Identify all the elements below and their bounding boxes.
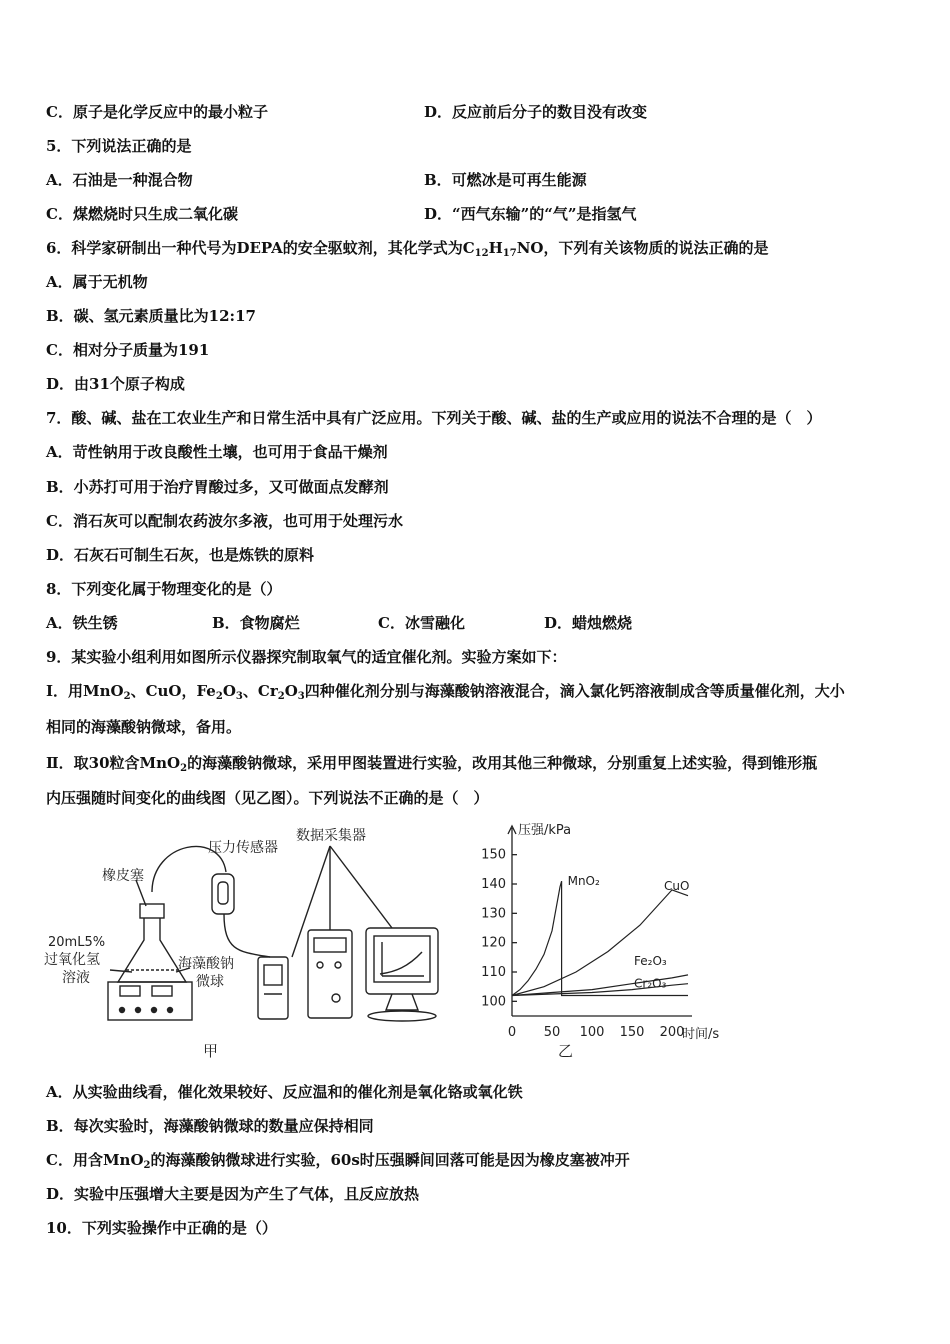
- q8-stem: 8．下列变化属于物理变化的是（）: [46, 580, 282, 598]
- stirrer-button-1: [119, 1007, 125, 1013]
- q9-step1-text-f: 四种催化剂分别与海藻酸钠溶液混合，滴入氯化钙溶液制成含等质量催化剂，大小: [304, 682, 845, 700]
- q9-step2-text-a: Ⅱ．取30粒含MnO: [46, 754, 181, 772]
- label-h2o2-line3: 溶液: [62, 970, 90, 986]
- x-tick-label: 200: [659, 1025, 685, 1040]
- data-device-screen: [264, 965, 282, 985]
- data-device-small: [258, 957, 288, 1019]
- q9-option-c-text-a: C．用含MnO: [46, 1151, 144, 1169]
- q5-option-d: D．“西气东输”的“气”是指氢气: [424, 205, 637, 223]
- q8-options-row: [46, 613, 632, 633]
- q9-step2: [46, 753, 817, 773]
- q9-option-d: D．实验中压强增大主要是因为产生了气体，且反应放热: [46, 1185, 420, 1203]
- q10-stem: 10．下列实验操作中正确的是（）: [46, 1219, 277, 1237]
- q9-step2-line2: 内压强随时间变化的曲线图（见乙图）。下列说法不正确的是（ ）: [46, 789, 489, 807]
- q5-option-c: C．煤燃烧时只生成二氧化碳: [46, 205, 238, 223]
- q5-option-b: B．可燃冰是可再生能源: [424, 171, 587, 189]
- q9-sub-2d: 2: [180, 763, 188, 774]
- q6-stem-h: H: [488, 239, 503, 257]
- monitor-base: [368, 1011, 436, 1021]
- stirrer-dial-2: [152, 986, 172, 996]
- q9-option-a: A．从实验曲线看，催化效果较好、反应温和的催化剂是氧化铬或氧化铁: [46, 1083, 523, 1101]
- y-tick-label: 120: [481, 935, 506, 951]
- q9-sub-3a: 3: [235, 691, 243, 702]
- stirrer-button-2: [135, 1007, 141, 1013]
- q7-option-b: B．小苏打可用于治疗胃酸过多，又可做面点发酵剂: [46, 478, 389, 496]
- q8-option-d: D．蜡烛燃烧: [544, 614, 633, 632]
- q8-option-a: A．铁生锈: [46, 614, 118, 632]
- figure-caption-jia: 甲: [203, 1042, 219, 1060]
- apparatus-figure: [40, 822, 460, 1067]
- q6-stem-pre: 6．科学家研制出一种代号为DEPA的安全驱蚊剂，其化学式为C: [46, 239, 475, 257]
- collector-pointer-3: [330, 846, 392, 928]
- q5-options-row-1: [46, 170, 587, 190]
- pressure-time-chart: [470, 818, 720, 1068]
- q8-option-c: C．冰雪融化: [378, 614, 465, 632]
- legend-label-3: Fe₂O₃: [634, 953, 667, 968]
- q7-option-a: A．苛性钠用于改良酸性土壤，也可用于食品干燥剂: [46, 443, 388, 461]
- q4-option-c: C．原子是化学反应中的最小粒子: [46, 103, 268, 121]
- q9-stem: 9．某实验小组利用如图所示仪器探究制取氧气的适宜催化剂。实验方案如下：: [46, 648, 567, 666]
- label-pressure-sensor: 压力传感器: [208, 840, 278, 856]
- q5-option-a: A．石油是一种混合物: [46, 171, 193, 189]
- q7-stem: 7．酸、碱、盐在工农业生产和日常生活中具有广泛应用。下列关于酸、碱、盐的生产或应用的说法不合理的是（ ）: [46, 409, 822, 427]
- q9-sub-2e: 2: [143, 1160, 151, 1171]
- q5-options-row-2: [46, 204, 637, 224]
- q9-option-c-text-b: 的海藻酸钠微球进行实验，60s时压强瞬间回落可能是因为橡皮塞被冲开: [150, 1151, 630, 1169]
- q9-step2-text-b: 的海藻酸钠微球，采用甲图装置进行实验，改用其他三种微球，分别重复上述实验，得到锥形瓶: [187, 754, 818, 772]
- q9-sub-3b: 3: [297, 691, 305, 702]
- q9-step1-line2: 相同的海藻酸钠微球，备用。: [46, 718, 242, 736]
- label-data-collector: 数据采集器: [296, 828, 366, 844]
- data-collector-knob-2: [335, 962, 341, 968]
- q7-option-c: C．消石灰可以配制农药波尔多液，也可用于处理污水: [46, 512, 403, 530]
- q4-option-d: D．反应前后分子的数目没有改变: [424, 103, 648, 121]
- q6-sub-12: 12: [474, 248, 489, 259]
- data-collector-knob-1: [317, 962, 323, 968]
- x-tick-label: 50: [543, 1025, 561, 1040]
- data-collector-display: [314, 938, 346, 952]
- stirrer-button-3: [151, 1007, 157, 1013]
- q6-option-a: A．属于无机物: [46, 273, 148, 291]
- legend-label-1: MnO₂: [567, 874, 600, 889]
- legend-label-2: CuO: [664, 878, 690, 893]
- q9-step1-text-d: 、Cr: [242, 682, 278, 700]
- q6-option-b: B．碳、氢元素质量比为12:17: [46, 307, 256, 325]
- conical-flask: [118, 918, 186, 982]
- sensor-cable: [224, 914, 270, 957]
- rubber-stopper: [140, 904, 164, 918]
- q9-sub-2a: 2: [123, 691, 131, 702]
- q9-step1-text-c: O: [222, 682, 236, 700]
- q9-step1-text-a: Ⅰ．用MnO: [46, 682, 124, 700]
- pressure-sensor-window: [218, 882, 228, 904]
- legend-label-4: Cr₂O₃: [634, 976, 667, 991]
- y-axis-label: 压强/kPa: [518, 823, 572, 838]
- pressure-sensor: [212, 874, 234, 914]
- x-tick-label: 150: [619, 1025, 645, 1040]
- q5-stem: 5．下列说法正确的是: [46, 137, 192, 155]
- label-rubber-stopper: 橡皮塞: [102, 868, 144, 884]
- collector-pointer-1: [292, 846, 330, 957]
- q4-options-row: [46, 102, 648, 122]
- figure-caption-yi: 乙: [558, 1042, 574, 1060]
- stirrer-dial-1: [120, 986, 140, 996]
- q6-option-c: C．相对分子质量为191: [46, 341, 210, 359]
- y-tick-label: 130: [481, 906, 506, 922]
- q6-option-d: D．由31个原子构成: [46, 375, 185, 393]
- label-h2o2-line1: 20mL5%: [48, 935, 106, 950]
- label-beads-line1: 海藻酸钠: [178, 956, 234, 972]
- y-tick-label: 140: [481, 877, 506, 892]
- x-tick-label: 0: [507, 1025, 517, 1040]
- monitor-stand: [386, 994, 418, 1010]
- q9-option-b: B．每次实验时，海藻酸钠微球的数量应保持相同: [46, 1117, 374, 1135]
- q9-sub-2b: 2: [215, 691, 223, 702]
- y-tick-label: 100: [481, 994, 506, 1010]
- q6-sub-17: 17: [502, 248, 517, 259]
- x-tick-label: 100: [579, 1025, 605, 1040]
- q6-stem-post: NO，下列有关该物质的说法正确的是: [516, 239, 769, 257]
- y-tick-label: 110: [481, 965, 506, 980]
- q8-option-b: B．食物腐烂: [212, 614, 300, 632]
- screen-curve: [380, 952, 422, 974]
- stirrer-button-4: [167, 1007, 173, 1013]
- q7-option-d: D．石灰石可制生石灰，也是炼铁的原料: [46, 546, 315, 564]
- q9-step1-text-e: O: [284, 682, 298, 700]
- q9-sub-2c: 2: [277, 691, 285, 702]
- y-tick-label: 150: [481, 847, 506, 863]
- q6-stem: [46, 238, 768, 258]
- computer-monitor: [366, 928, 438, 994]
- x-axis-label: 时间/s: [682, 1027, 720, 1042]
- q9-step1-text-b: 、CuO，Fe: [130, 682, 216, 700]
- q9-option-c: [46, 1150, 630, 1170]
- data-collector-button: [332, 994, 340, 1002]
- label-h2o2-line2: 过氧化氢: [44, 952, 100, 968]
- q9-step1: [46, 681, 845, 701]
- label-beads-line2: 微球: [196, 974, 224, 990]
